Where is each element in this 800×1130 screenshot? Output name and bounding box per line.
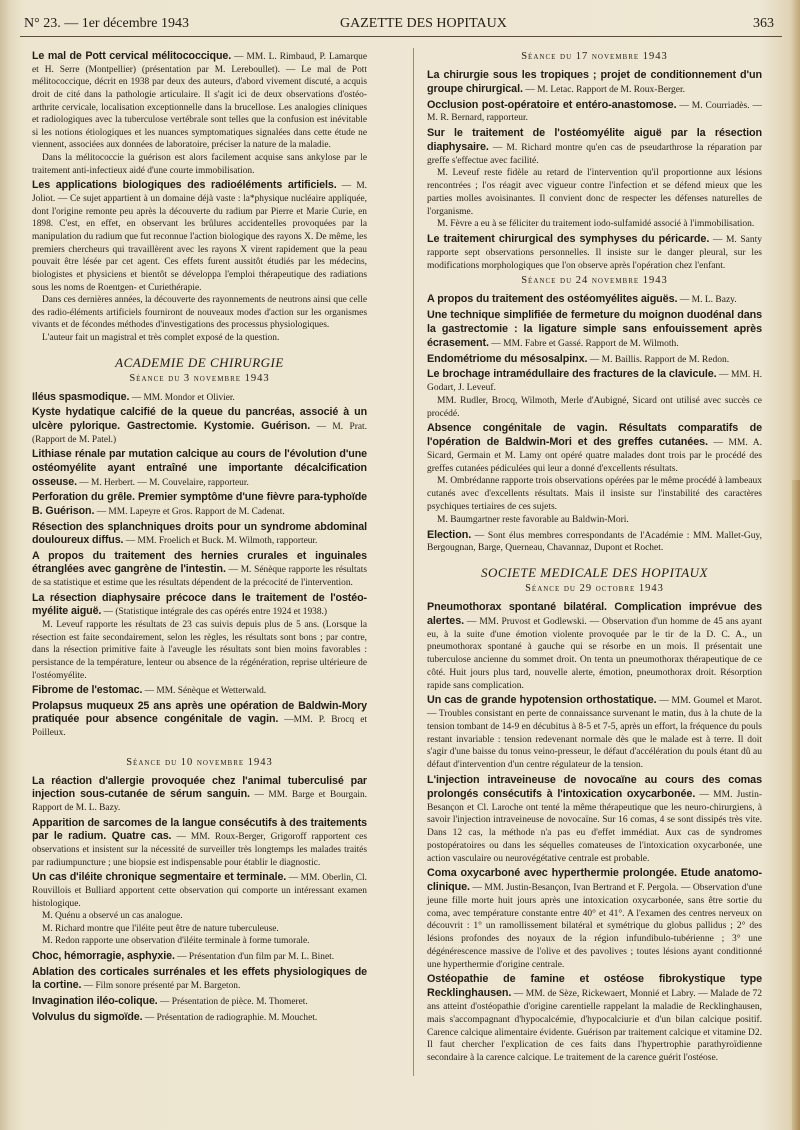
- article-title: La réaction d'allergie provoquée chez l'animal tuberculisé par injection sous-cutanée de sérum sanguin.: [32, 774, 367, 801]
- article-title: La résection diaphysaire précoce dans le traitement de l'ostéo-myélite aiguë.: [32, 591, 367, 618]
- article-body: — Présentation de radiographie. M. Mouchet.: [142, 1012, 318, 1023]
- article-paragraph: M. Baumgartner reste favorable au Baldwin-Mori.: [437, 514, 629, 525]
- article: [427, 233, 762, 272]
- article-title: Fibrome de l'estomac.: [32, 684, 143, 697]
- article-title: A propos du traitement des hernies crurales et inguinales étranglées avec gangrène de l'intestin.: [32, 549, 367, 576]
- article-paragraph: MM. Rudler, Brocq, Wilmoth, Merle d'Aubigné, Sicard ont utilisé avec succès ce procédé.: [427, 395, 762, 419]
- article-body: — MM. Mondor et Olivier.: [129, 392, 235, 403]
- article-body: — Sont élus membres correspondants de l'Académie : MM. Mallet-Guy, Bergougnan, Barge, Querneau, Chavannaz, Dupont et Rochet.: [427, 530, 762, 554]
- article: [32, 521, 367, 548]
- article-title: Coma oxycarboné avec hyperthermie prolongée. Etude anatomo-clinique.: [427, 867, 762, 894]
- article: [32, 817, 367, 870]
- article-body: —MM. P. Brocq et Poilleux.: [32, 715, 367, 739]
- article-body: — MM. Justin-Besançon et Cl. Laroche ont tenté la même thérapeutique que les neuro-chirurgiens, à savoir l'injection intraveineuse de novocaïne. Sur 16 comas, 4 se sont dissipés très vite. Dans 12 cas, la méthode n'a pas eu d'effet immédiat. Aux cas de syndromes postopératoires ou dans les séquelles comateuses de l'intoxication oxycarbonée, une action vasculaire ou neurovégétative centrale est probable.: [427, 789, 762, 864]
- article: [32, 50, 367, 177]
- article-body: — Présentation d'un film par M. L. Binet.: [174, 952, 335, 963]
- session-heading: Séance du 3 novembre 1943: [129, 372, 270, 384]
- session-heading: Séance du 17 novembre 1943: [521, 51, 668, 62]
- article-body: — MM. Roux-Berger, Grigoroff rapportent ces observations et insistent sur la nécessité de surveiller très longtemps les malades traités par radiumpuncture ; une biopsie est indispensable pour établir le diagnostic.: [32, 832, 367, 868]
- article-body: — Film sonore présenté par M. Bargeton.: [81, 981, 241, 992]
- article-paragraph: M. Leveuf rapporte les résultats de 23 cas suivis depuis plus de 5 ans. (Lorsque la résection est faite secondairement, selon les règles, les résultats sont bons ; par contre, dans la résection primitive faite à l'aveugle les résultats sont bien moins favorables : persistance de la température, lenteur ou absence de la régénération, reprise ultérieure de l'ostéomyélite.: [32, 619, 367, 681]
- article: [32, 1011, 367, 1025]
- article: [427, 529, 762, 556]
- intro-articles: [32, 50, 367, 345]
- article: [427, 973, 762, 1064]
- article-body: — M. Letac. Rapport de M. Roux-Berger.: [522, 84, 685, 95]
- article-body: — M. Richard montre qu'en cas de pseudarthrose la réparation par greffe s'effectue avec facilité.: [427, 142, 762, 166]
- article-title: L'injection intraveineuse de novocaïne au cours des comas prolongés consécutifs à l'intoxication oxycarbonée.: [427, 773, 762, 800]
- article: [32, 950, 367, 964]
- article: [32, 448, 367, 489]
- page-number: 363: [753, 16, 774, 31]
- article-title: A propos du traitement des ostéomyélites aiguës.: [427, 293, 678, 306]
- article: [32, 995, 367, 1009]
- right-column: [427, 50, 762, 1067]
- article-body: — MM. A. Sicard, Germain et M. Lamy ont opéré quatre malades dont trois par le procédé des greffes cutanées pédiculées qui leur a donné d'excellents résultats.: [427, 438, 762, 474]
- article-body: — MM. L. Rimbaud, P. Lamarque et H. Serre (Montpellier) (présentation par M. Lereboullet). — Le mal de Pott mélitococcique, décrit en 1938 par deux des auteurs, d'abord vivement discuté, a acquis droit de cité dans la pathologie articulaire. Il s'agit ici de deux observations d'ostéo-arthrite cervicale, localisation exceptionnelle dans la brucellose. Les analogies cliniques et radiologiques avec la tuberculose vertébrale sont telles que la confusion est inévitable si les notions étiologiques et les nuances symptomatiques signalées dans cette étude ne viennent, associées aux données de laboratoire, préciser la nature de la maladie.: [32, 52, 367, 151]
- article: [32, 966, 367, 993]
- article: [427, 309, 762, 350]
- article-body: — M. L. Bazy.: [677, 295, 737, 306]
- articles-24-nov: [427, 293, 762, 555]
- article: [427, 694, 762, 772]
- article: [427, 99, 762, 126]
- session-heading: Séance du 24 novembre 1943: [521, 275, 668, 287]
- article-title: La chirurgie sous les tropiques ; projet de conditionnement d'un groupe chirurgical.: [427, 69, 762, 95]
- article-title: Prolapsus muqueux 25 ans après une opération de Baldwin-Mory pratiquée pour absence congénitale de vagin.: [32, 699, 367, 726]
- article-body: — MM. Fabre et Gassé. Rapport de M. Wilmoth.: [488, 338, 679, 349]
- article-title: Election.: [427, 528, 472, 541]
- articles-29-oct: [427, 601, 762, 1065]
- article-title: Apparition de sarcomes de la langue consécutifs à des traitements par le radium. Quatre cas.: [32, 816, 367, 843]
- article: [427, 69, 762, 97]
- article-title: Les applications biologiques des radioéléments artificiels.: [32, 179, 337, 192]
- article-paragraph: M. Richard montre que l'iléite peut être de nature tuberculeuse.: [42, 923, 279, 934]
- article: [32, 592, 367, 682]
- article-title: Occlusion post-opératoire et entéro-anastomose.: [427, 98, 677, 111]
- article: [427, 127, 762, 231]
- article-title: Lithiase rénale par mutation calcique au cours de l'évolution d'une ostéomyélite ayant entraîné une importante décalcification osseuse.: [32, 448, 367, 488]
- issue-number: N° 23. — 1er décembre 1943: [24, 16, 189, 31]
- article-paragraph: M. Quénu a observé un cas analogue.: [42, 911, 183, 922]
- column-divider: [413, 48, 414, 1076]
- societe-title: SOCIETE MEDICALE DES HOPITAUX: [481, 565, 708, 581]
- article: [32, 775, 367, 815]
- session-heading: Séance du 10 novembre 1943: [126, 756, 273, 768]
- article-body: — M. Prat. (Rapport de M. Patel.): [32, 422, 368, 445]
- article-title: Une technique simplifiée de fermeture du moignon duodénal dans la gastrectomie : la ligature simple sans enfouissement après écrasement.: [427, 309, 762, 349]
- article-paragraph: L'auteur fait un magistral et très complet exposé de la question.: [42, 333, 280, 344]
- article-body: — MM. Barge et Bourgain. Rapport de M. L. Bazy.: [32, 790, 368, 814]
- article-paragraph: Dans la mélitococcie la guérison est alors facilement acquise sans ankylose par le traitement anti-infectieux aidé d'une courte immobilisation.: [32, 153, 367, 176]
- article-body: — M. Baillis. Rapport de M. Redon.: [587, 354, 730, 365]
- articles-3-nov: [32, 391, 367, 740]
- article-title: Résection des splanchniques droits pour un syndrome abdominal douloureux diffus.: [32, 520, 367, 547]
- article-body: — M. Joliot. — Ce sujet appartient à un domaine déjà vaste : la*physique nucléaire appliquée, dont l'origine remonte peu après la découverte du radium par Pierre et Marie Curie, en 1898. C'est, en effet, en observant les brûlures accidentelles provoquées par la manipulation du radium que fut reconnue l'action biologique des rayons X. De même, les premiers chercheurs qui travaillèrent avec les rayons X virent rapidement que la peau pouvait être lésée par cet agent. Ces effets furent aussitôt étudiés par les médecins, biologistes et physiciens et bientôt se développa l'emploi thérapeutique des radiations sous les noms de Roentgen- et Curiethérapie.: [32, 181, 368, 293]
- article: [427, 601, 762, 692]
- article-body: — (Statistique intégrale des cas opérés entre 1924 et 1938.): [101, 607, 328, 618]
- journal-title: GAZETTE DES HOPITAUX: [340, 16, 507, 31]
- articles-10-nov: [32, 775, 367, 1025]
- article-title: Sur le traitement de l'ostéomyélite aiguë par la résection diaphysaire.: [427, 127, 762, 153]
- article-title: Iléus spasmodique.: [32, 390, 130, 403]
- article: [32, 406, 367, 446]
- article: [32, 391, 367, 405]
- article: [32, 179, 367, 344]
- article-paragraph: M. Leveuf reste fidèle au retard de l'intervention qu'il proportionne aux lésions rencontrées ; l'os réagit avec vigueur contre l'infection et se défend mieux que les parties molles avoisinantes. Il convient donc de respecter les défenses naturelles de l'organisme.: [427, 168, 762, 217]
- article-body: — MM. H. Godart, J. Leveuf.: [427, 370, 762, 394]
- article-title: Ablation des corticales surrénales et les effets physiologiques de la cortine.: [32, 965, 367, 992]
- article: [32, 491, 367, 518]
- article-title: Le traitement chirurgical des symphyses du péricarde.: [427, 233, 710, 246]
- article-title: Kyste hydatique calcifié de la queue du pancréas, associé à un ulcère pylorique. Gastrectomie. Kystomie. Guérison.: [32, 406, 367, 433]
- page-edge-shadow: [792, 480, 800, 1130]
- article: [427, 368, 762, 420]
- article-title: Invagination iléo-colique.: [32, 995, 158, 1007]
- article-body: — Présentation de pièce. M. Thomeret.: [157, 997, 308, 1007]
- article-title: Choc, hémorragie, asphyxie.: [32, 950, 175, 963]
- article-title: Un cas d'iléite chronique segmentaire et terminale.: [32, 871, 287, 884]
- session-heading: Séance du 29 octobre 1943: [525, 583, 664, 595]
- article-title: Un cas de grande hypotension orthostatique.: [427, 694, 657, 707]
- article: [427, 353, 762, 367]
- article: [32, 684, 367, 698]
- article-body: — MM. Sénèque et Wetterwald.: [142, 686, 267, 697]
- article-body: — MM. Lapeyre et Gros. Rapport de M. Cadenat.: [94, 506, 285, 517]
- article-body: — MM. Oberlin, Cl. Rouvillois et Bulliard apportent cette observation qui comporte un intéressant examen histologique.: [32, 873, 368, 909]
- article: [427, 774, 762, 865]
- header-rule: [20, 36, 782, 37]
- article-title: Absence congénitale de vagin. Résultats comparatifs de l'opération de Baldwin-Mori et des greffes cutanées.: [427, 422, 762, 449]
- articles-17-nov: [427, 69, 762, 272]
- article-title: Pneumothorax spontané bilatéral. Complication imprévue des alertes.: [427, 601, 762, 627]
- article: [427, 867, 762, 971]
- article-body: — M. Courriadès. — M. R. Bernard, rapporteur.: [427, 100, 762, 124]
- page-header: [24, 16, 774, 38]
- article-title: Ostéopathie de famine et ostéose fibrokystique type Recklinghausen.: [427, 973, 762, 1000]
- article-title: Le brochage intramédullaire des fractures de la clavicule.: [427, 368, 717, 381]
- article-body: — MM. Goumel et Marot. — Troubles consistant en perte de connaissance survenant le matin, dus à la chute de la tension tombant de 14-9 en décubitus à 8-5 et 7-5, après un effort, la fréquence du pouls restant invariable : tension redevenant normale dès que le malade est à terre. Il doit s'agir d'une baisse du tonus veino-presseur, le défaut d'accélération du pouls étant dû au défaut d'intervention d'un centre régulateur de la tension.: [427, 696, 762, 771]
- article-body: — MM. de Sèze, Rickewaert, Monnié et Labry. — Malade de 72 ans atteint d'ostéopathie d'origine carentielle rappelant la maladie de Recklinghausen, mais s'accompagnant d'hypocalcémie, d'hypocalciurie et d'un bilan calcique positif. Carence calcique alimentaire évidente. Guérison par traitement calcique et vitamine D2. Il faut chercher l'explication de ces faits dans l'hypertrophie parathyroïdienne secondaire à la carence calcique. Le traitement de la carence guérit l'ostéose.: [427, 989, 762, 1064]
- article: [32, 700, 367, 740]
- article-body: — MM. Justin-Besançon, Ivan Bertrand et F. Pergola. — Observation d'une jeune fille morte huit jours après une intoxication oxycarbonée, sans être sortie du coma, avec température constante entre 40° et 41°. A l'examen des centres nerveux on découvrit : 1° un ramollissement bilatéral et symétrique du globus pallidus ; 2° des lésions profondes des noyaux de la région infundibulo-tubérienne ; 3° une dégénérescence massive de l'olive et des pavolives ; toutes lésions ayant conditionné une hyperthermie d'origine centrale.: [427, 883, 762, 970]
- article-paragraph: M. Redon rapporte une observation d'iléite terminale à forme tumorale.: [42, 936, 310, 947]
- article-body: — MM. Froelich et Buck. M. Wilmoth, rapporteur.: [123, 536, 318, 547]
- article: [32, 871, 367, 948]
- article-body: — M. Herbert. — M. Couvelaire, rapporteur.: [76, 477, 249, 488]
- article: [427, 293, 762, 307]
- article-paragraph: Dans ces dernières années, la découverte des rayonnements de neutrons ainsi que celle des radio-éléments artificiels fourniront de nouveaux modes d'action sur les organismes vivants et de fécondes méthodes d'investigations des processus physiologiques.: [32, 295, 367, 331]
- article-paragraph: M. Fèvre a eu à se féliciter du traitement iodo-sulfamidé associé à l'immobilisation.: [437, 219, 755, 230]
- article: [427, 422, 762, 526]
- article-paragraph: M. Ombrédanne rapporte trois observations opérées par le même procédé à lambeaux cutanés avec d'excellents résultats. Mais il insiste sur l'instabilité des caractères psychiques tertiaires de ces sujets.: [427, 476, 762, 512]
- article-title: Perforation du grêle. Premier symptôme d'une fièvre para-typhoïde B. Guérison.: [32, 491, 367, 517]
- academie-title: ACADEMIE DE CHIRURGIE: [115, 354, 284, 370]
- article-title: Volvulus du sigmoïde.: [32, 1010, 143, 1023]
- article-title: Endométriome du mésosalpinx.: [427, 352, 588, 365]
- left-column: [32, 50, 367, 1026]
- article-body: — M. Santy rapporte sept observations personnelles. Il insiste sur le danger pleural, sur les modifications morphologiques que l'on observe après l'opération chez l'enfant.: [427, 235, 762, 271]
- article: [32, 550, 367, 590]
- article-body: — MM. Pruvost et Godlewski. — Observation d'un homme de 45 ans ayant eu, à la suite d'une émotion violente provoquée par le tir de la D. C. A., un pneumothorax spontané à gauche qui se résorbe en un mois. Il présentait une tuberculose ancienne du sommet droit. On tenta un pneumothorax thérapeutique de ce côté. Huit jours plus tard, nouvelle alerte, émotion, pneumothorax droit. Résorption rapide sans complication.: [427, 616, 762, 691]
- article-body: — M. Sénèque rapporte les résultats de sa statistique et estime que les résultats dépendent de la précocité de l'intervention.: [32, 565, 367, 589]
- article-title: Le mal de Pott cervical mélitococcique.: [32, 50, 232, 62]
